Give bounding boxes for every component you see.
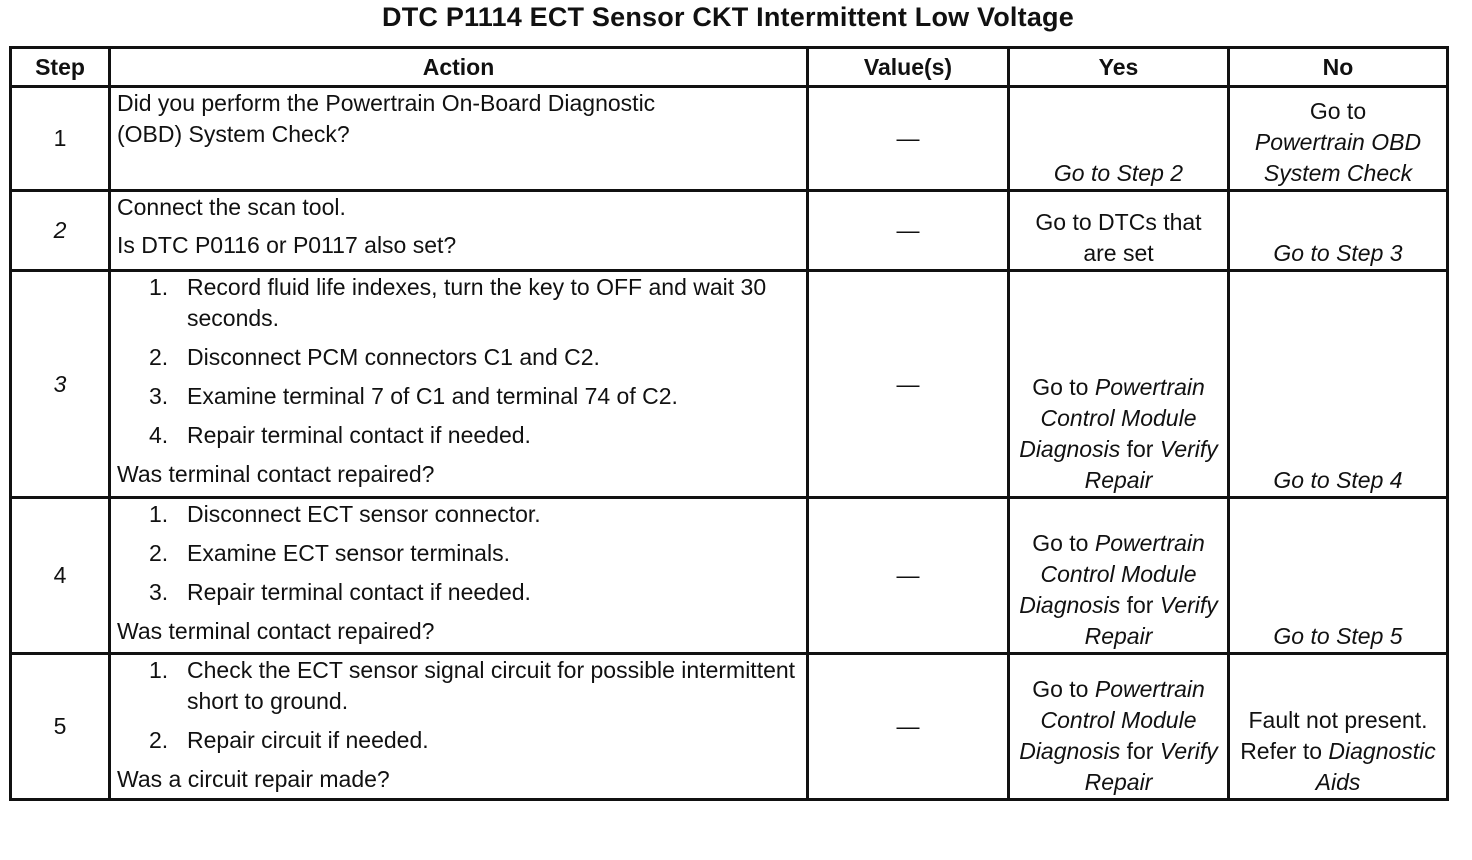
table-row-step-5 — [11, 654, 1448, 800]
header-row — [11, 48, 1448, 87]
yes-cell — [1009, 498, 1229, 654]
step-number: 2 — [11, 191, 110, 271]
substep-text: Disconnect ECT sensor connector. — [187, 501, 541, 527]
table-row-step-1 — [11, 87, 1448, 191]
substep-text: Examine terminal 7 of C1 and terminal 74 of C2. — [187, 383, 678, 409]
substep-text: Disconnect PCM connectors C1 and C2. — [187, 344, 600, 370]
no-cell: Go to Step 4 — [1229, 271, 1448, 498]
header-action: Action — [110, 48, 808, 87]
substep-text: Check the ECT sensor signal circuit for possible intermittent short to ground. — [187, 657, 796, 714]
yes-prefix: Go to — [1032, 530, 1089, 556]
header-step: Step — [11, 48, 110, 87]
yes-prefix: Go to — [1032, 374, 1089, 400]
action-line: Did you perform the Powertrain On-Board Diagnostic — [117, 90, 656, 116]
yes-reference: Powertrain Control Module Diagnosis — [1019, 374, 1205, 462]
yes-cell: Go to Step 2 — [1009, 87, 1229, 191]
value-cell: — — [808, 191, 1009, 271]
yes-cell — [1009, 271, 1229, 498]
header-no: No — [1229, 48, 1448, 87]
action-cell — [110, 191, 808, 271]
yes-connector: for — [1126, 592, 1154, 618]
substep-item: 4. Repair terminal contact if needed. — [149, 422, 531, 448]
substep-list — [117, 272, 800, 451]
substep-item: 3. Examine terminal 7 of C1 and terminal 74 of C2. — [149, 383, 678, 409]
action-line: Is DTC P0116 or P0117 also set? — [117, 232, 457, 258]
step-number: 1 — [11, 87, 110, 191]
table-row-step-2 — [11, 191, 1448, 271]
diagnostic-table — [9, 46, 1449, 801]
action-cell — [110, 87, 808, 191]
yes-cell: Go to DTCs that are set — [1009, 191, 1229, 271]
action-cell — [110, 271, 808, 498]
substep-list — [117, 655, 800, 756]
question-text: Was terminal contact repaired? — [117, 618, 435, 644]
value-cell: — — [808, 271, 1009, 498]
no-prefix: Go to — [1309, 98, 1367, 124]
substep-item: 1. Check the ECT sensor signal circuit for possible intermittent short to ground. — [149, 657, 796, 714]
substep-item: 3. Repair terminal contact if needed. — [149, 579, 531, 605]
yes-cell — [1009, 654, 1229, 800]
substep-text: Examine ECT sensor terminals. — [187, 540, 510, 566]
value-cell: — — [808, 498, 1009, 654]
yes-reference-2: Verify Repair — [1084, 592, 1218, 649]
value-cell: — — [808, 654, 1009, 800]
substep-text: Record fluid life indexes, turn the key to OFF and wait 30 seconds. — [187, 274, 767, 331]
no-cell: Go to Step 5 — [1229, 498, 1448, 654]
action-line: (OBD) System Check? — [117, 121, 350, 147]
step-number: 3 — [11, 271, 110, 498]
no-prefix: Fault not present. Refer to — [1240, 707, 1428, 764]
header-values: Value(s) — [808, 48, 1009, 87]
header-yes: Yes — [1009, 48, 1229, 87]
no-cell — [1229, 654, 1448, 800]
substep-text: Repair circuit if needed. — [187, 727, 429, 753]
no-cell — [1229, 87, 1448, 191]
yes-reference-2: Verify Repair — [1084, 738, 1218, 795]
question-text: Was a circuit repair made? — [117, 766, 390, 792]
document-title: DTC P1114 ECT Sensor CKT Intermittent Low Voltage — [382, 2, 1074, 32]
step-number: 4 — [11, 498, 110, 654]
substep-item: 1. Disconnect ECT sensor connector. — [149, 501, 541, 527]
table-row-step-3 — [11, 271, 1448, 498]
yes-reference: Powertrain Control Module Diagnosis — [1019, 530, 1205, 618]
substep-list — [117, 499, 800, 608]
substep-text: Repair terminal contact if needed. — [187, 579, 531, 605]
substep-text: Repair terminal contact if needed. — [187, 422, 531, 448]
yes-reference: Powertrain Control Module Diagnosis — [1019, 676, 1205, 764]
action-cell — [110, 654, 808, 800]
yes-connector: for — [1126, 738, 1154, 764]
substep-item: 2. Repair circuit if needed. — [149, 727, 429, 753]
yes-prefix: Go to — [1032, 676, 1089, 702]
no-cell: Go to Step 3 — [1229, 191, 1448, 271]
no-reference: Powertrain OBD System Check — [1254, 129, 1422, 186]
step-number: 5 — [11, 654, 110, 800]
yes-connector: for — [1126, 436, 1154, 462]
value-cell: — — [808, 87, 1009, 191]
action-cell — [110, 498, 808, 654]
yes-reference-2: Verify Repair — [1084, 436, 1218, 493]
no-reference: Diagnostic Aids — [1315, 738, 1436, 795]
table-row-step-4 — [11, 498, 1448, 654]
substep-item: 2. Examine ECT sensor terminals. — [149, 540, 510, 566]
action-line: Connect the scan tool. — [117, 194, 346, 220]
substep-item: 1. Record fluid life indexes, turn the key to OFF and wait 30 seconds. — [149, 274, 767, 331]
question-text: Was terminal contact repaired? — [117, 461, 435, 487]
substep-item: 2. Disconnect PCM connectors C1 and C2. — [149, 344, 600, 370]
